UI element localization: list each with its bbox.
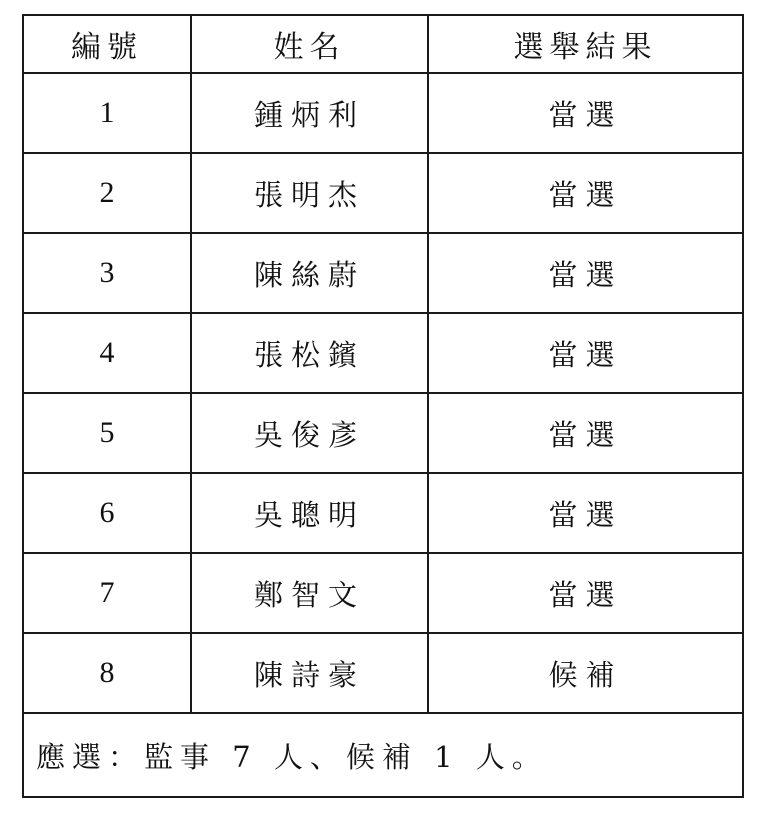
cell-number: 8 — [23, 633, 191, 713]
header-name: 姓名 — [191, 15, 428, 73]
cell-number: 5 — [23, 393, 191, 473]
table-row — [23, 233, 743, 313]
cell-name: 陳詩豪 — [191, 633, 428, 713]
header-number: 編號 — [23, 15, 191, 73]
footnote: 應選：監事 7 人、候補 1 人。 — [23, 713, 743, 797]
header-result: 選舉結果 — [428, 15, 743, 73]
cell-name: 鍾炳利 — [191, 73, 428, 153]
cell-result: 候補 — [428, 633, 743, 713]
cell-result: 當選 — [428, 553, 743, 633]
table-row — [23, 393, 743, 473]
cell-result: 當選 — [428, 313, 743, 393]
cell-name: 吳俊彥 — [191, 393, 428, 473]
table-row — [23, 73, 743, 153]
cell-number: 4 — [23, 313, 191, 393]
election-results-table — [22, 14, 744, 798]
table-row — [23, 553, 743, 633]
cell-number: 1 — [23, 73, 191, 153]
cell-name: 吳聰明 — [191, 473, 428, 553]
cell-name: 張明杰 — [191, 153, 428, 233]
cell-result: 當選 — [428, 393, 743, 473]
table-row — [23, 313, 743, 393]
table-row — [23, 473, 743, 553]
table-row — [23, 153, 743, 233]
cell-name: 張松鑌 — [191, 313, 428, 393]
cell-result: 當選 — [428, 473, 743, 553]
table-row — [23, 633, 743, 713]
cell-number: 6 — [23, 473, 191, 553]
cell-result: 當選 — [428, 233, 743, 313]
cell-result: 當選 — [428, 153, 743, 233]
cell-name: 鄭智文 — [191, 553, 428, 633]
cell-name: 陳絲蔚 — [191, 233, 428, 313]
cell-number: 7 — [23, 553, 191, 633]
footnote-row — [23, 713, 743, 797]
table-header-row — [23, 15, 743, 73]
cell-number: 3 — [23, 233, 191, 313]
cell-number: 2 — [23, 153, 191, 233]
cell-result: 當選 — [428, 73, 743, 153]
